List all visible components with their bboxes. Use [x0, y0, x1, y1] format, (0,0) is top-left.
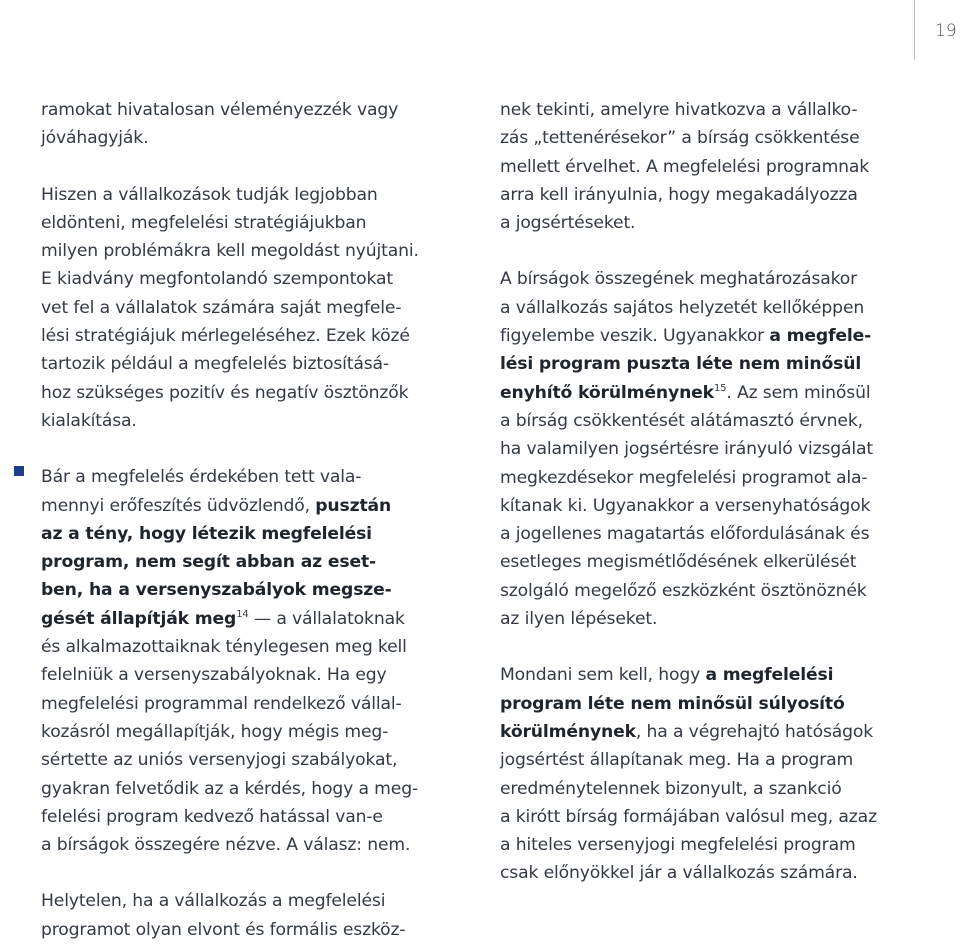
bold-text: gését állapítják meg: [41, 608, 237, 629]
text-line: [500, 718, 892, 746]
footnote-ref-14: 14: [236, 608, 249, 620]
text-line: [41, 548, 429, 576]
text-line: kozásról megállapítják, hogy mégis meg-: [41, 721, 389, 742]
bold-text: pusztán: [315, 495, 392, 516]
page-number: 19: [935, 21, 957, 41]
text-line: gyakran felvetődik az a kérdés, hogy a meg-: [41, 778, 419, 799]
text-line: lési stratégiájuk mérlegeléséhez. Ezek közé: [41, 326, 410, 347]
text-line: nek tekinti, amelyre hivatkozva a vállalko-: [500, 100, 858, 120]
bold-text: körülménynek: [500, 721, 636, 742]
text-line: zás „tettenérésekor” a bírság csökkentése: [500, 128, 860, 149]
text-line: arra kell irányulnia, hogy megakadályozza: [500, 184, 858, 205]
text-line: megfelelési programmal rendelkező vállal-: [41, 693, 402, 714]
text-line: [41, 520, 429, 548]
text-line: A bírságok összegének meghatározásakor: [500, 269, 858, 290]
right-paragraph-1: [500, 96, 892, 237]
text-line: eredménytelennek bizonyult, a szankció: [500, 778, 842, 799]
text-line: milyen problémákra kell megoldást nyújtani.: [41, 241, 419, 262]
text-line: vet fel a vállalatok számára saját megfele-: [41, 297, 402, 318]
left-paragraph-1: [41, 96, 429, 153]
right-paragraph-3: [500, 661, 892, 887]
text-line: a hiteles versenyjogi megfelelési program: [500, 835, 856, 856]
text-line: [500, 690, 892, 718]
plain-text: mennyi erőfeszítés üdvözlendő,: [41, 495, 310, 516]
text-line: a jogellenes magatartás előfordulásának és: [500, 524, 870, 545]
text-line: felelniük a versenyszabályoknak. Ha egy: [41, 665, 387, 686]
text-line: jóváhagyják.: [41, 128, 149, 149]
text-line: programot olyan elvont és formális eszköz-: [41, 919, 406, 940]
plain-text: Mondani sem kell, hogy: [500, 665, 701, 686]
text-line: felelési program kedvező hatással van-e: [41, 806, 383, 827]
left-paragraph-4: [41, 887, 429, 944]
bullet-square-icon: [14, 466, 24, 476]
right-column: [500, 96, 892, 888]
text-line: a jogsértéseket.: [500, 213, 636, 234]
text-line: [500, 661, 892, 689]
footnote-ref-15: 15: [713, 382, 727, 394]
text-line: csak előnyökkel jár a vállalkozás számára.: [500, 863, 858, 884]
plain-text: . Az sem minősül: [726, 382, 871, 403]
text-line: [500, 322, 892, 350]
text-line: ha valamilyen jogsértésre irányuló vizsgálat: [500, 439, 873, 460]
text-line: [41, 605, 429, 633]
text-line: a vállalkozás sajátos helyzetét kellőképpen: [500, 297, 865, 318]
text-line: megkezdésekor megfelelési programot ala-: [500, 467, 868, 488]
text-line: és alkalmazottaiknak ténylegesen meg kell: [41, 637, 407, 658]
text-line: Helytelen, ha a vállalkozás a megfelelési: [41, 891, 386, 912]
page-number-box: [914, 0, 960, 60]
bold-text: az a tény, hogy létezik megfelelési: [41, 523, 372, 544]
left-paragraph-3: [41, 463, 429, 859]
text-line: kítanak ki. Ugyanakkor a versenyhatóságok: [500, 495, 871, 516]
text-line: mellett érvelhet. A megfelelési programnak: [500, 156, 870, 177]
text-line: a kirótt bírság formájában valósul meg, azaz: [500, 806, 877, 827]
bold-text: lési program puszta léte nem minősül: [500, 354, 862, 375]
text-line: [41, 576, 429, 604]
text-line: eldönteni, megfelelési stratégiájukban: [41, 212, 367, 233]
bold-text: a megfelelési: [705, 665, 834, 686]
text-line: tartozik például a megfelelés biztosításá-: [41, 354, 389, 375]
text-line: [500, 350, 892, 378]
text-line: Hiszen a vállalkozások tudják legjobban: [41, 184, 378, 205]
bold-text: program, nem segít abban az eset-: [41, 552, 377, 573]
text-line: kialakítása.: [41, 410, 137, 431]
text-line: jogsértést állapítanak meg. Ha a program: [500, 750, 854, 771]
text-line: [500, 379, 892, 407]
bold-text: ben, ha a versenyszabályok megsze-: [41, 580, 392, 601]
text-line: ramokat hivatalosan véleményezzék vagy: [41, 100, 399, 120]
text-line: E kiadvány megfontolandó szempontokat: [41, 269, 393, 290]
text-line: az ilyen lépéseket.: [500, 609, 658, 630]
plain-text: figyelembe veszik. Ugyanakkor: [500, 326, 765, 347]
left-paragraph-2: [41, 181, 429, 436]
text-line: esetleges megismétlődésének elkerülését: [500, 552, 857, 573]
text-line: a bírság csökkentését alátámasztó érvnek,: [500, 410, 863, 431]
text-line: sértette az uniós versenyjogi szabályokat,: [41, 750, 398, 771]
plain-text: , ha a végrehajtó hatóságok: [635, 721, 874, 742]
right-paragraph-2: [500, 265, 892, 633]
text-line: szolgáló megelőző eszközként ösztönöznék: [500, 580, 867, 601]
plain-text: — a vállalatoknak: [253, 608, 405, 629]
text-line: a bírságok összegére nézve. A válasz: nem.: [41, 835, 411, 856]
text-line: Bár a megfelelés érdekében tett vala-: [41, 467, 362, 488]
bold-text: a megfele-: [769, 326, 872, 347]
text-line: hoz szükséges pozitív és negatív ösztönzők: [41, 382, 409, 403]
bold-text: enyhítő körülménynek: [500, 382, 714, 403]
bold-text: program léte nem minősül súlyosító: [500, 693, 845, 714]
text-line: [41, 492, 429, 520]
left-column: [41, 96, 429, 944]
